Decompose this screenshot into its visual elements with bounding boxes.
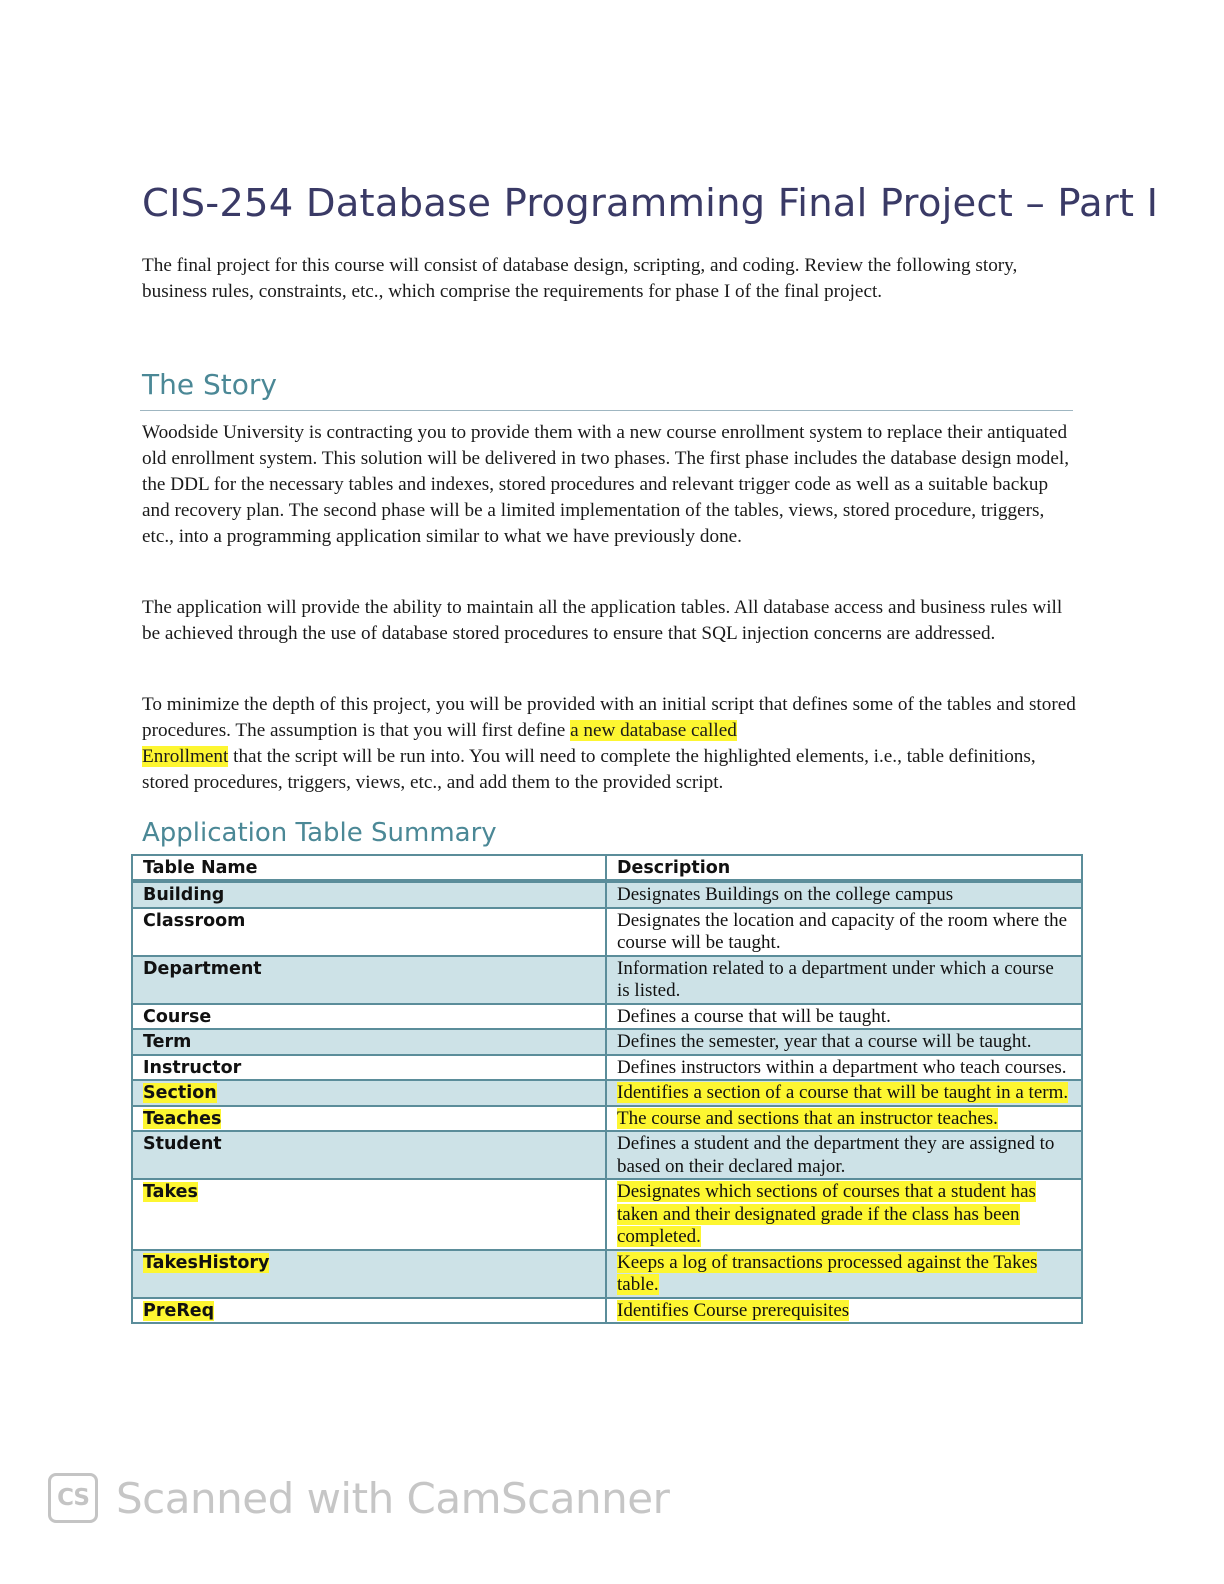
heading-divider [140,410,1073,411]
table-name-text: Takes [143,1182,198,1202]
table-row [132,1029,1082,1055]
table-summary-heading: Application Table Summary [142,818,497,848]
table-name-text: Course [143,1006,212,1027]
description-cell [606,881,1082,908]
story-paragraph-3-part-b: that the script will be run into. You will need to complete the highlighted elements, i.e., table definitions, stored procedures, triggers, views, etc., and add them to the provided script. [142,746,1036,793]
description-text: Identifies Course prerequisites [617,1299,850,1321]
header-description: Description [606,855,1082,881]
table-row [132,1131,1082,1179]
description-text: Keeps a log of transactions processed against the Takes table. [617,1251,1038,1295]
description-cell [606,1029,1082,1055]
description-text: Defines a student and the department they are assigned to based on their declared major. [617,1133,1055,1177]
description-cell [606,1250,1082,1298]
table-name-cell [132,1179,606,1250]
application-table-summary [131,854,1083,1324]
table-name-text: Teaches [143,1108,222,1129]
description-text: Defines a course that will be taught. [617,1005,891,1027]
document-title: CIS-254 Database Programming Final Project – Part I [142,181,1159,226]
description-text: Information related to a department under which a course is listed. [617,957,1054,1001]
table-row [132,1055,1082,1081]
table-name-cell [132,1131,606,1179]
table-row [132,1004,1082,1030]
table-row [132,1080,1082,1106]
table-name-cell [132,1106,606,1132]
highlight-enrollment: Enrollment [142,746,229,767]
story-paragraph-2: The application will provide the ability to maintain all the application tables. All database access and business rules will be achieved through the use of database stored procedures to ensure that SQL injection concerns are addressed. [142,597,1063,644]
table-name-text: PreReq [143,1300,215,1321]
description-text: Defines the semester, year that a course will be taught. [617,1031,1032,1052]
table-row [132,1106,1082,1132]
table-row [132,956,1082,1004]
table-name-text: TakesHistory [143,1252,270,1273]
table-name-text: Building [143,885,225,905]
description-cell [606,1298,1082,1324]
description-cell [606,1055,1082,1081]
description-text: Defines instructors within a department who teach courses. [617,1056,1067,1078]
table-name-text: Term [143,1032,192,1052]
table-row [132,1250,1082,1298]
description-cell [606,1080,1082,1106]
table-name-cell [132,1055,606,1081]
highlight-new-database: a new database called [570,720,737,741]
story-paragraph-1: Woodside University is contracting you to provide them with a new course enrollment system to replace their antiquated old enrollment system. This solution will be delivered in two phases. The first phase includes the database design model, the DDL for the necessary tables and indexes, stored procedures and relevant trigger code as well as a suitable backup and recovery plan. The second phase will be a limited implementation of the tables, views, stored procedure, triggers, etc., into a programming application similar to what we have previously done. [142,422,1070,547]
camscanner-watermark [48,1470,669,1526]
table-row [132,908,1082,956]
watermark-text: Scanned with CamScanner [116,1473,670,1523]
story-paragraph-3 [142,692,1077,796]
description-cell [606,1179,1082,1250]
table-name-cell [132,1029,606,1055]
table-row [132,881,1082,908]
description-cell [606,908,1082,956]
table-name-text: Classroom [143,910,246,931]
description-text: Designates which sections of courses that a student has taken and their designated grade if the class has been completed. [617,1181,1036,1247]
table-name-text: Student [143,1134,222,1154]
table-name-cell [132,881,606,908]
table-header-row [132,855,1082,881]
table-name-text: Department [143,958,262,979]
description-cell [606,1131,1082,1179]
table-name-cell [132,908,606,956]
description-cell [606,1106,1082,1132]
description-cell [606,956,1082,1004]
intro-paragraph: The final project for this course will consist of database design, scripting, and coding. Review the following story, business rules, constraints, etc., which comprise the requirements for phase I of the final project. [142,255,1018,302]
table-name-cell [132,1250,606,1298]
table-row [132,1298,1082,1324]
description-text: Designates Buildings on the college campus [617,884,954,905]
story-heading: The Story [142,368,277,401]
table-name-cell [132,1080,606,1106]
description-text: Identifies a section of a course that will be taught in a term. [617,1082,1069,1103]
table-name-cell [132,956,606,1004]
description-text: The course and sections that an instructor teaches. [617,1107,998,1129]
story-paragraph-3-part-a: To minimize the depth of this project, you will be provided with an initial script that defines some of the tables and stored procedures. The assumption is that you will first define [142,694,1076,741]
table-name-cell [132,1298,606,1324]
camscanner-logo: CS [48,1473,98,1523]
table-row [132,1179,1082,1250]
table-name-text: Section [143,1083,217,1103]
table-name-text: Instructor [143,1057,242,1078]
header-table-name: Table Name [132,855,606,881]
description-text: Designates the location and capacity of the room where the course will be taught. [617,909,1068,953]
description-cell [606,1004,1082,1030]
table-name-cell [132,1004,606,1030]
